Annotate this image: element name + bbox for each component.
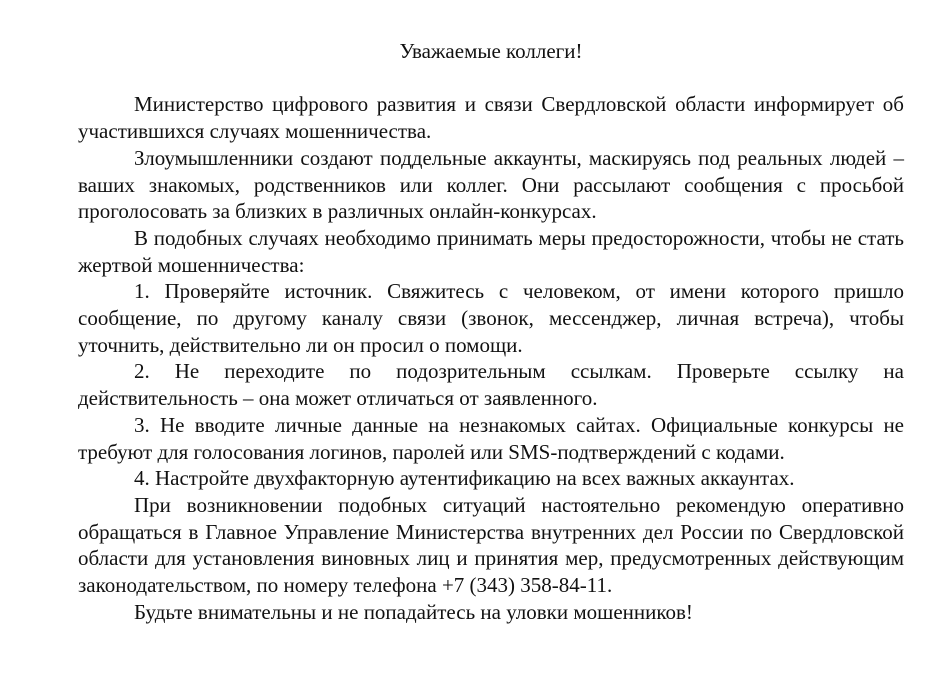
list-item-personal-data: 3. Не вводите личные данные на незнакомых сайтах. Официальные конкурсы не требуют для голосования логинов, паролей или SMS-подтверждений с кодами.	[78, 412, 904, 464]
paragraph-scam-description: Злоумышленники создают поддельные аккаунты, маскируясь под реальных людей – ваших знакомых, родственников или коллег. Они рассылают сообщения с просьбой проголосовать за близких в различных онлайн-конкурсах.	[78, 145, 904, 224]
letter-page	[78, 38, 904, 625]
list-item-check-source: 1. Проверяйте источник. Свяжитесь с человеком, от имени которого пришло сообщение, по другому каналу связи (звонок, мессенджер, личная встреча), чтобы уточнить, действительно ли он просил о помощи.	[78, 279, 904, 357]
list-item-two-factor: 4. Настройте двухфакторную аутентификацию на всех важных аккаунтах.	[134, 466, 795, 491]
paragraph-precautions-intro: В подобных случаях необходимо принимать меры предосторожности, чтобы не стать жертвой мошенничества:	[78, 225, 904, 277]
paragraph-closing: Будьте внимательны и не попадайтесь на уловки мошенников!	[134, 599, 693, 624]
list-item-suspicious-links: 2. Не переходите по подозрительным ссылкам. Проверьте ссылку на действительность – она может отличаться от заявленного.	[78, 359, 904, 411]
letter-greeting: Уважаемые коллеги!	[399, 39, 583, 63]
paragraph-intro: Министерство цифрового развития и связи Свердловской области информирует об участившихся случаях мошенничества.	[78, 92, 904, 144]
paragraph-contact-police: При возникновении подобных ситуаций настоятельно рекомендую оперативно обращаться в Главное Управление Министерства внутренних дел России по Свердловской области для установления виновных лиц и принятия мер, предусмотренных действующим законодательством, по номеру телефона +7 (343) 358-84-11.	[78, 492, 904, 598]
